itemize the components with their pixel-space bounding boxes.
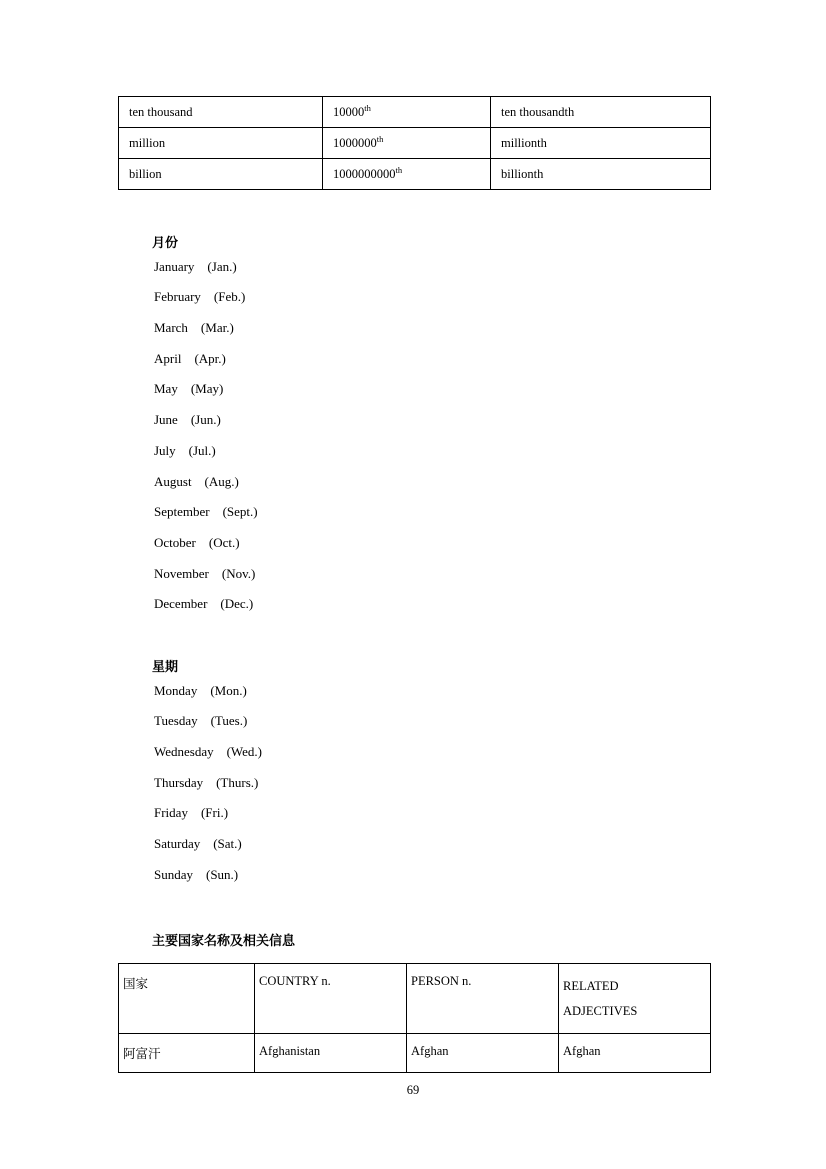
list-item: Monday (Mon.) [154,682,247,698]
page-content [118,96,710,1073]
related-adjectives-line-2: ADJECTIVES [563,1003,638,1018]
country-table-wrap [118,963,710,1073]
figure-cell [323,97,491,128]
page-number: 69 [406,1083,420,1097]
figure-suffix: th [364,102,371,113]
table-header-row [119,964,711,1034]
cardinal-cell: million [119,128,323,159]
column-header-related-adjectives [559,964,711,1034]
table-row [119,97,711,128]
ordinal-cell: ten thousandth [491,97,711,128]
list-item: June (Jun.) [154,412,221,428]
number-table [118,96,711,190]
column-header-person-n: PERSON n. [407,964,559,1034]
weekdays-list [118,676,710,891]
list-item: August (Aug.) [154,473,239,489]
table-row [119,159,711,190]
list-item: February (Feb.) [154,289,246,305]
months-heading: 月份 [152,236,179,251]
list-item: October (Oct.) [154,534,240,550]
figure-cell [323,128,491,159]
figure-cell [323,159,491,190]
list-item: Thursday (Thurs.) [154,774,259,790]
list-item: May (May) [154,381,224,397]
figure-suffix: th [376,133,384,144]
weekdays-heading: 星期 [152,660,179,676]
list-item: Tuesday (Tues.) [154,713,248,729]
country-table [118,963,711,1073]
cardinal-cell: billion [119,159,323,190]
list-item: January (Jan.) [154,258,237,274]
person-n-cell: Afghan [407,1033,559,1072]
column-header-country-cn: 国家 [119,964,255,1034]
figure-value: 1000000 [333,135,377,150]
figure-value: 10000 [333,104,365,119]
table-row [119,1033,711,1072]
list-item: November (Nov.) [154,565,256,581]
list-item: December (Dec.) [154,596,254,612]
ordinal-cell: billionth [491,159,711,190]
list-item: Wednesday (Wed.) [154,744,263,760]
list-item: Sunday (Sun.) [154,866,239,882]
figure-value: 1000000000 [333,166,396,181]
cardinal-cell: ten thousand [119,97,323,128]
list-item: Friday (Fri.) [154,805,229,821]
country-n-cell: Afghanistan [255,1033,407,1072]
list-item: April (Apr.) [154,350,226,366]
country-cn-cell: 阿富汗 [119,1033,255,1072]
table-row [119,128,711,159]
countries-heading: 主要国家名称及相关信息 [152,933,296,949]
column-header-country-n: COUNTRY n. [255,964,407,1034]
related-adjectives-line-1: RELATED [563,979,619,994]
adjective-cell: Afghan [559,1033,711,1072]
months-list [118,252,710,620]
list-item: March (Mar.) [154,320,234,335]
figure-suffix: th [395,164,403,175]
list-item: July (Jul.) [154,442,216,458]
ordinal-cell: millionth [491,128,711,159]
list-item: September (Sept.) [154,504,258,520]
list-item: Saturday (Sat.) [154,836,242,852]
